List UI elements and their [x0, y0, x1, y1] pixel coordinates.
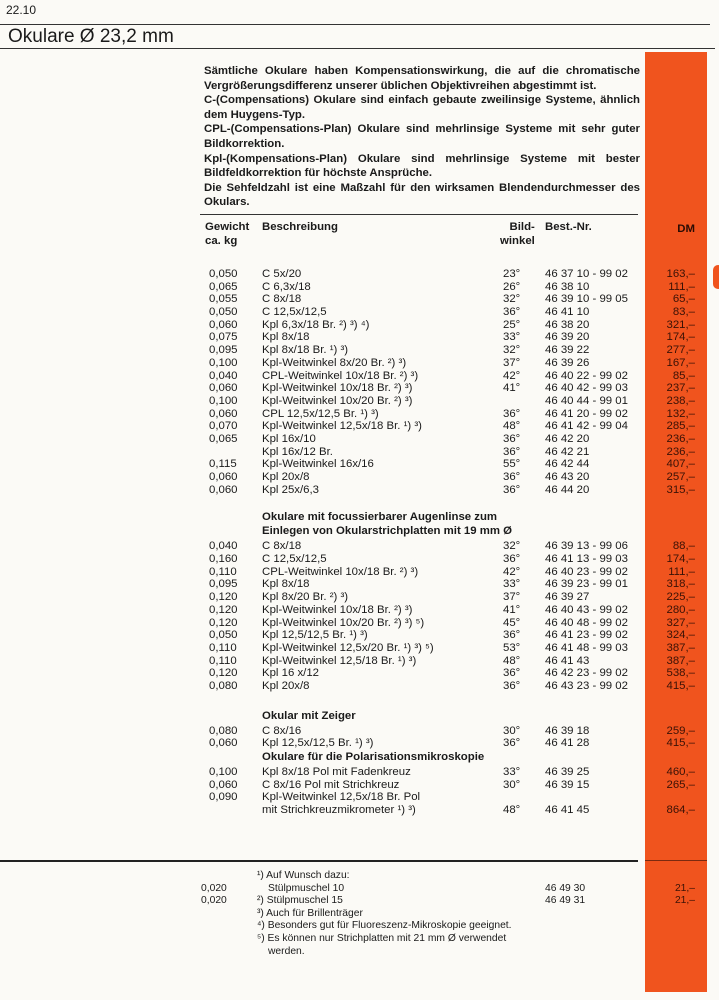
footnote-row	[0, 883, 719, 896]
footnote-row	[0, 946, 719, 959]
cell-order-no: 46 42 20	[545, 432, 590, 445]
eyepiece-table	[0, 218, 719, 817]
cell-weight: 0,120	[209, 667, 238, 680]
cell-weight: 0,120	[209, 591, 238, 604]
cell-order-no: 46 39 26	[545, 356, 590, 369]
table-row	[0, 766, 719, 779]
cell-order-no: 46 41 45	[545, 804, 590, 817]
cell-description: C 8x/16 Pol mit Strichkreuz	[262, 778, 400, 791]
cell-description: Kpl 8x/18 Br. ¹) ³)	[262, 344, 349, 357]
cell-description: Kpl-Weitwinkel 10x/20 Br. ²) ³)	[262, 394, 413, 407]
cell-order-no: 46 40 22 - 99 02	[545, 369, 628, 382]
cell-order-no: 46 39 22	[545, 344, 590, 357]
cell-weight: 0,070	[209, 420, 238, 433]
cell-price: 83,–	[672, 306, 695, 319]
section-heading: Okulare für die Polarisationsmikroskopie	[262, 751, 485, 763]
cell-price: 85,–	[672, 369, 695, 382]
table-row	[0, 779, 719, 792]
cell-angle: 33°	[503, 331, 521, 344]
cell-description: Kpl 8x/18 Pol mit Fadenkreuz	[262, 766, 411, 778]
header-angle: Bild- winkel	[500, 221, 535, 247]
cell-order-no: 46 41 42 - 99 04	[545, 420, 628, 433]
cell-order-no: 46 39 18	[545, 724, 590, 737]
table-row	[0, 306, 719, 319]
intro-paragraph: Die Sehfeldzahl ist eine Maßzahl für den wirksamen Blendendurchmesser des Okulars.	[204, 181, 640, 209]
cell-order-no: 46 40 23 - 99 02	[545, 565, 628, 578]
cell-order-no: 46 41 13 - 99 03	[545, 553, 628, 566]
cell-description: Kpl 20x/8	[262, 471, 310, 483]
table-header	[0, 218, 719, 268]
footnote-row	[0, 908, 719, 921]
cell-description: Kpl-Weitwinkel 12,5x/20 Br. ¹) ³) ⁵)	[262, 641, 434, 654]
cell-weight: 0,110	[209, 641, 237, 654]
table-row	[0, 408, 719, 421]
cell-description: Kpl 8x/18	[262, 578, 310, 591]
cell-price: 257,–	[666, 471, 695, 483]
page-number: 22.10	[6, 3, 37, 17]
cell-price: 167,–	[666, 356, 695, 369]
footnote-description: ²) Stülpmuschel 15	[257, 895, 343, 907]
cell-order-no: 46 38 20	[545, 318, 590, 331]
cell-angle: 37°	[503, 591, 521, 604]
cell-description: C 8x/16	[262, 724, 302, 737]
cell-price: 415,–	[666, 737, 695, 750]
cell-angle: 36°	[503, 432, 521, 445]
divider	[200, 214, 638, 215]
table-row	[0, 725, 719, 738]
table-row	[0, 446, 719, 459]
table-row	[0, 667, 719, 680]
cell-price: 237,–	[666, 382, 695, 395]
cell-order-no: 46 42 21	[545, 445, 590, 458]
cell-description: C 8x/18	[262, 540, 302, 553]
footnote-description: ³) Auch für Brillenträger	[257, 907, 363, 919]
footnote-description: ¹) Auf Wunsch dazu:	[257, 870, 350, 881]
cell-price: 111,–	[668, 280, 695, 293]
footnote-order-no: 46 49 30	[545, 882, 586, 894]
cell-order-no: 46 39 25	[545, 766, 590, 778]
cell-price: 327,–	[666, 616, 695, 629]
cell-description: Kpl 6,3x/18 Br. ²) ³) ⁴)	[262, 318, 370, 331]
cell-description: Kpl 25x/6,3	[262, 483, 319, 496]
cell-price: 174,–	[666, 331, 695, 344]
intro-paragraph: Kpl-(Kompensations-Plan) Okulare sind mehrlinsige Systeme mit bester Bildfeldkorrektion für höchste Ansprüche.	[204, 152, 640, 180]
cell-price: 280,–	[666, 603, 695, 616]
cell-weight: 0,095	[209, 344, 238, 357]
cell-description: C 5x/20	[262, 268, 302, 280]
table-row	[0, 484, 719, 497]
cell-price: 88,–	[672, 540, 695, 553]
cell-weight: 0,110	[209, 565, 237, 578]
cell-price: 236,–	[666, 445, 695, 458]
cell-description: Kpl 12,5x/12,5 Br. ¹) ³)	[262, 737, 374, 750]
cell-description: Kpl-Weitwinkel 12,5x/18 Br. ¹) ³)	[262, 420, 422, 433]
table-row	[0, 281, 719, 294]
footnote-row	[0, 870, 719, 883]
cell-weight: 0,040	[209, 540, 238, 553]
header-description: Beschreibung	[262, 221, 338, 233]
divider	[0, 860, 638, 862]
divider	[0, 24, 710, 25]
cell-weight: 0,040	[209, 369, 238, 382]
cell-weight: 0,060	[209, 471, 238, 483]
cell-weight: 0,120	[209, 616, 238, 629]
cell-description: Kpl-Weitwinkel 12,5/18 Br. ¹) ³)	[262, 654, 417, 667]
page-title: Okulare Ø 23,2 mm	[8, 26, 174, 47]
table-row	[0, 566, 719, 579]
cell-order-no: 46 39 13 - 99 06	[545, 540, 628, 553]
cell-angle: 33°	[503, 766, 521, 778]
table-row	[0, 804, 719, 817]
cell-angle: 36°	[503, 407, 521, 420]
cell-angle: 36°	[503, 679, 521, 692]
table-row	[0, 319, 719, 332]
footnote-row	[0, 920, 719, 933]
cell-price: 285,–	[666, 420, 695, 433]
cell-price: 387,–	[666, 654, 695, 667]
table-row	[0, 617, 719, 630]
cell-description: C 6,3x/18	[262, 280, 311, 293]
cell-order-no: 46 39 23 - 99 01	[545, 578, 628, 591]
cell-weight: 0,050	[209, 629, 238, 642]
cell-angle: 42°	[503, 369, 521, 382]
cell-price: 238,–	[666, 394, 695, 407]
cell-weight: 0,065	[209, 280, 238, 293]
cell-weight: 0,060	[209, 382, 238, 395]
cell-price: 174,–	[666, 553, 695, 566]
cell-description: C 8x/18	[262, 293, 302, 306]
cell-angle: 36°	[503, 483, 521, 496]
cell-angle: 45°	[503, 616, 521, 629]
cell-price: 315,–	[666, 483, 695, 496]
table-row	[0, 433, 719, 446]
cell-order-no: 46 41 48 - 99 03	[545, 641, 628, 654]
cell-angle: 41°	[503, 382, 521, 395]
cell-weight: 0,060	[209, 407, 238, 420]
cell-description: Kpl-Weitwinkel 16x/16	[262, 458, 374, 471]
footnote-description: Stülpmuschel 10	[268, 882, 345, 894]
cell-price: 259,–	[666, 724, 695, 737]
table-row	[0, 642, 719, 655]
cell-price: 864,–	[666, 804, 695, 817]
cell-order-no: 46 41 28	[545, 737, 590, 750]
cell-description: C 12,5x/12,5	[262, 306, 327, 319]
cell-order-no: 46 40 42 - 99 03	[545, 382, 628, 395]
cell-price: 225,–	[666, 591, 695, 604]
cell-angle: 42°	[503, 565, 521, 578]
cell-description: Kpl-Weitwinkel 10x/20 Br. ²) ³) ⁵)	[262, 616, 425, 629]
section-heading: Okular mit Zeiger	[262, 709, 356, 722]
cell-price: 407,–	[666, 458, 695, 471]
cell-order-no: 46 39 20	[545, 331, 590, 344]
cell-angle: 37°	[503, 356, 521, 369]
cell-price: 324,–	[666, 629, 695, 642]
cell-angle: 48°	[503, 654, 521, 667]
cell-weight: 0,160	[209, 553, 238, 566]
cell-description: CPL-Weitwinkel 10x/18 Br. ²) ³)	[262, 369, 419, 382]
cell-weight: 0,100	[209, 356, 238, 369]
table-row	[0, 655, 719, 668]
footnote-order-no: 46 49 31	[545, 895, 586, 907]
cell-description: Kpl 16 x/12	[262, 667, 319, 680]
cell-angle: 30°	[503, 778, 521, 791]
cell-angle: 48°	[503, 420, 521, 433]
cell-weight: 0,060	[209, 778, 238, 791]
cell-price: 318,–	[666, 578, 695, 591]
cell-angle: 55°	[503, 458, 521, 471]
cell-description: Kpl 16x/12 Br.	[262, 445, 333, 458]
table-row	[0, 420, 719, 433]
header-price: DM	[677, 223, 695, 235]
cell-order-no: 46 40 48 - 99 02	[545, 616, 628, 629]
cell-description: Kpl 20x/8	[262, 679, 310, 692]
intro-paragraph: C-(Compensations) Okulare sind einfach gebaute zweilinsige Systeme, ähnlich dem Huygens-Typ.	[204, 94, 640, 121]
cell-order-no: 46 39 10 - 99 05	[545, 293, 628, 306]
cell-weight: 0,120	[209, 603, 238, 616]
cell-angle: 32°	[503, 293, 521, 306]
table-row	[0, 370, 719, 383]
cell-order-no: 46 43 23 - 99 02	[545, 679, 628, 692]
cell-angle: 36°	[503, 471, 521, 483]
cell-description: Kpl-Weitwinkel 12,5x/18 Br. Pol	[262, 791, 421, 804]
cell-weight: 0,090	[209, 791, 238, 804]
table-row	[0, 268, 719, 281]
table-row	[0, 395, 719, 408]
cell-description: CPL 12,5x/12,5 Br. ¹) ³)	[262, 407, 379, 420]
cell-description: Kpl-Weitwinkel 10x/18 Br. ²) ³)	[262, 382, 413, 395]
cell-order-no: 46 37 10 - 99 02	[545, 268, 628, 280]
cell-angle: 33°	[503, 578, 521, 591]
footnote-weight: 0,020	[201, 895, 227, 907]
cell-angle: 36°	[503, 553, 521, 566]
cell-angle: 30°	[503, 724, 521, 737]
cell-angle: 48°	[503, 804, 521, 817]
intro-text	[204, 64, 640, 210]
section-heading: Einlegen von Okularstrichplatten mit 19 mm Ø	[262, 525, 513, 538]
cell-order-no: 46 39 27	[545, 591, 590, 604]
cell-description: Kpl 12,5/12,5 Br. ¹) ³)	[262, 629, 368, 642]
cell-order-no: 46 42 44	[545, 458, 590, 471]
cell-order-no: 46 40 44 - 99 01	[545, 394, 628, 407]
footnote-price: 21,–	[674, 882, 695, 894]
footnote-weight: 0,020	[201, 882, 227, 894]
table-row	[0, 553, 719, 566]
intro-paragraph: Sämtliche Okulare haben Kompensationswirkung, die auf die chromatische Vergrößerungsdifferenz unserer üblichen Objektivreihen abgestimmt ist.	[204, 65, 640, 92]
table-row	[0, 629, 719, 642]
cell-weight: 0,055	[209, 293, 238, 306]
cell-order-no: 46 40 43 - 99 02	[545, 603, 628, 616]
cell-weight: 0,060	[209, 737, 238, 750]
cell-angle: 36°	[503, 737, 521, 750]
cell-order-no: 46 41 20 - 99 02	[545, 407, 628, 420]
cell-order-no: 46 42 23 - 99 02	[545, 667, 628, 680]
cell-angle: 36°	[503, 445, 521, 458]
cell-order-no: 46 41 10	[545, 306, 590, 319]
cell-angle: 36°	[503, 667, 521, 680]
header-order-no: Best.-Nr.	[545, 221, 592, 233]
cell-weight: 0,050	[209, 306, 238, 319]
cell-order-no: 46 43 20	[545, 471, 590, 483]
cell-description: mit Strichkreuzmikrometer ¹) ³)	[262, 804, 416, 817]
table-row	[0, 458, 719, 471]
divider	[0, 48, 715, 49]
cell-price: 460,–	[666, 766, 695, 778]
footnote-description: werden.	[268, 945, 305, 957]
footnote-description: ⁵) Es können nur Strichplatten mit 21 mm Ø verwendet	[257, 932, 507, 944]
intro-paragraph: CPL-(Compensations-Plan) Okulare sind mehrlinsige Systeme mit sehr guter Bildkorrektion.	[204, 123, 640, 150]
cell-price: 65,–	[672, 293, 695, 306]
table-row	[0, 471, 719, 484]
cell-order-no: 46 41 23 - 99 02	[545, 629, 628, 642]
table-row	[0, 331, 719, 344]
table-row	[0, 344, 719, 357]
table-row	[0, 791, 719, 804]
cell-description: CPL-Weitwinkel 10x/18 Br. ²) ³)	[262, 565, 419, 578]
table-row	[0, 591, 719, 604]
cell-weight: 0,100	[209, 766, 238, 778]
cell-order-no: 46 44 20	[545, 483, 590, 496]
cell-angle: 53°	[503, 641, 521, 654]
header-weight: Gewicht ca. kg	[205, 221, 250, 247]
cell-description: Kpl-Weitwinkel 10x/18 Br. ²) ³)	[262, 603, 413, 616]
cell-price: 277,–	[666, 344, 695, 357]
divider	[645, 860, 707, 861]
cell-description: C 12,5x/12,5	[262, 553, 327, 566]
cell-weight: 0,080	[209, 679, 238, 692]
table-row	[0, 382, 719, 395]
cell-weight: 0,115	[209, 458, 237, 471]
footnote-row	[0, 933, 719, 946]
cell-price: 387,–	[666, 641, 695, 654]
cell-description: Kpl 16x/10	[262, 432, 316, 445]
table-row	[0, 357, 719, 370]
footnote-price: 21,–	[674, 895, 695, 907]
footnote-row	[0, 895, 719, 908]
cell-weight: 0,060	[209, 318, 238, 331]
cell-description: Kpl 8x/18	[262, 331, 310, 344]
cell-description: Kpl 8x/20 Br. ²) ³)	[262, 591, 349, 604]
cell-price: 132,–	[666, 407, 695, 420]
table-row	[0, 737, 719, 750]
cell-weight: 0,095	[209, 578, 238, 591]
table-row	[0, 578, 719, 591]
cell-angle: 36°	[503, 306, 521, 319]
footnotes	[0, 870, 719, 958]
cell-weight: 0,075	[209, 331, 238, 344]
section-heading: Okulare mit focussierbarer Augenlinse zum	[262, 511, 498, 524]
cell-price: 111,–	[668, 565, 695, 578]
cell-weight: 0,065	[209, 432, 238, 445]
cell-order-no: 46 38 10	[545, 280, 590, 293]
cell-angle: 26°	[503, 280, 521, 293]
cell-weight: 0,100	[209, 394, 238, 407]
cell-angle: 36°	[503, 629, 521, 642]
cell-order-no: 46 41 43	[545, 654, 590, 667]
cell-angle: 32°	[503, 344, 521, 357]
cell-angle: 32°	[503, 540, 521, 553]
cell-weight: 0,080	[209, 724, 238, 737]
cell-price: 163,–	[666, 268, 695, 280]
table-row	[0, 540, 719, 553]
cell-price: 265,–	[666, 778, 695, 791]
table-row	[0, 293, 719, 306]
table-row	[0, 680, 719, 693]
cell-description: Kpl-Weitwinkel 8x/20 Br. ²) ³)	[262, 356, 407, 369]
cell-order-no: 46 39 15	[545, 778, 590, 791]
cell-angle: 25°	[503, 318, 521, 331]
cell-weight: 0,060	[209, 483, 238, 496]
cell-weight: 0,050	[209, 268, 238, 280]
footnote-description: ⁴) Besonders gut für Fluoreszenz-Mikroskopie geeignet.	[257, 920, 512, 932]
cell-price: 321,–	[666, 318, 695, 331]
cell-angle: 41°	[503, 603, 521, 616]
cell-angle: 23°	[503, 268, 521, 280]
cell-price: 538,–	[666, 667, 695, 680]
cell-weight: 0,110	[209, 654, 237, 667]
cell-price: 415,–	[666, 679, 695, 692]
cell-price: 236,–	[666, 432, 695, 445]
table-row	[0, 604, 719, 617]
